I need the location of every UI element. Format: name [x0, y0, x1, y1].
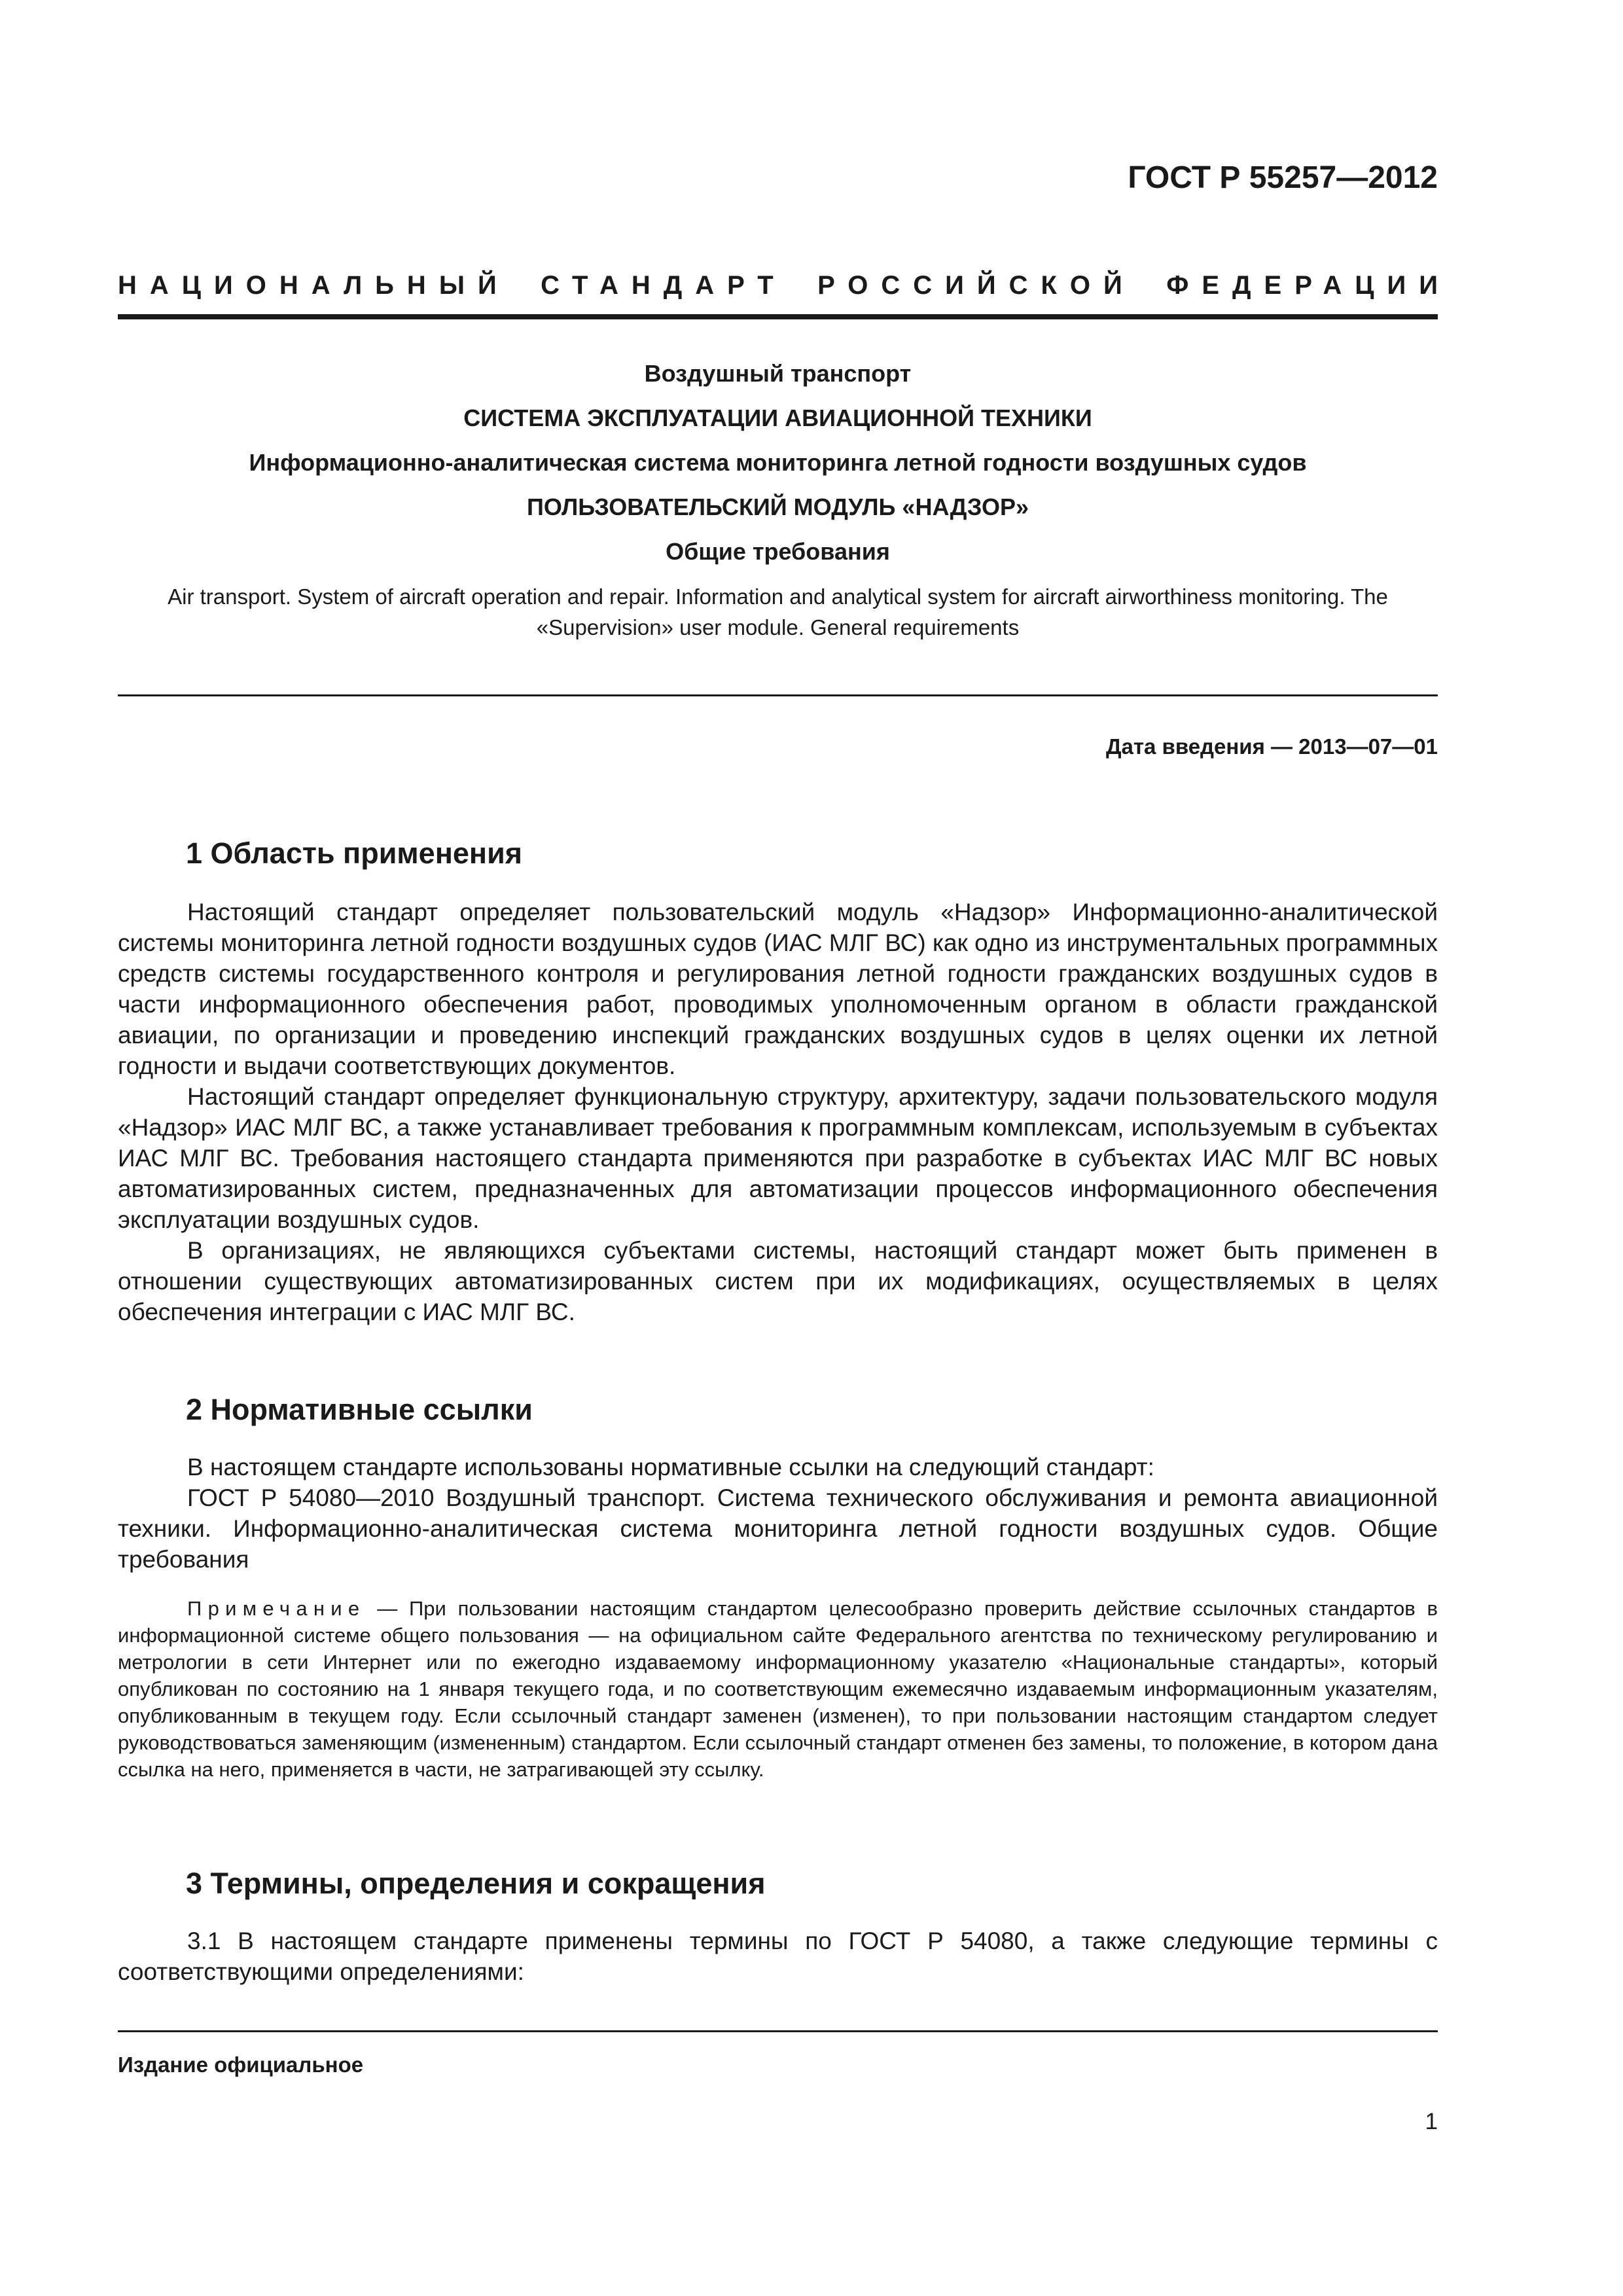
section-heading: 3 Термины, определения и сокращения [186, 1867, 766, 1900]
title-line: СИСТЕМА ЭКСПЛУАТАЦИИ АВИАЦИОННОЙ ТЕХНИКИ [463, 404, 1092, 431]
note-text: — При пользовании настоящим стандартом целесообразно проверить действие ссылочных стандартов в информационной системе общего пользования — на официальном сайте Федерального агентства по техническому регулированию и метрологии в сети Интернет или по ежегодно издаваемому информационному указателю «Национальные стандарты», который опубликован по состоянию на 1 января текущего года, и по соответствующим ежемесячно издаваемым информационным указателям, опубликованным в текущем году. Если ссылочный стандарт заменен (изменен), то при пользовании настоящим стандартом следует руководствоваться заменяющим (измененным) стандартом. Если ссылочный стандарт отменен без замены, то положение, в котором дана ссылка на него, применяется в части, не затрагивающей эту ссылку. [118, 1597, 1438, 1781]
english-title: Air transport. System of aircraft operation and repair. Information and analytical system for aircraft airworthiness monitoring. The «Supervision» user module. General requirements [168, 584, 1388, 639]
title-line: ПОЛЬЗОВАТЕЛЬСКИЙ МОДУЛЬ «НАДЗОР» [527, 493, 1029, 520]
paragraph: В настоящем стандарте использованы нормативные ссылки на следующий стандарт: [187, 1454, 1154, 1480]
national-title-word: РОССИЙСКОЙ [817, 271, 1135, 300]
page-number: 1 [1425, 2109, 1438, 2134]
standard-designation: ГОСТ Р 55257—2012 [1128, 160, 1438, 195]
national-standard-title [118, 271, 1451, 300]
section-body [118, 1452, 1438, 1575]
section-heading: 1 Область применения [186, 836, 523, 870]
note-label: Примечание [187, 1597, 366, 1620]
paragraph: В организациях, не являющихся субъектами системы, настоящий стандарт может быть применен в отношении существующих автоматизированных систем при их модификациях, осуществляемых в целях обеспечения интеграции с ИАС МЛГ ВС. [118, 1237, 1438, 1325]
note [118, 1595, 1438, 1783]
introduction-date: Дата введения — 2013—07—01 [1106, 734, 1438, 759]
section-heading: 2 Нормативные ссылки [186, 1393, 533, 1426]
title-divider [118, 694, 1438, 696]
paragraph: Настоящий стандарт определяет пользовательский модуль «Надзор» Информационно-аналитической системы мониторинга летной годности воздушных судов (ИАС МЛГ ВС) как одно из инструментальных программных средств системы государственного контроля и регулирования летной годности гражданских воздушных судов в части информационного обеспечения работ, проводимых уполномоченным органом в области гражданской авиации, по организации и проведению инспекций гражданских воздушных судов в целях оценки их летной годности и выдачи соответствующих документов. [118, 899, 1438, 1079]
title-line: Информационно-аналитическая система мониторинга летной годности воздушных судов [249, 449, 1307, 476]
title-block [118, 359, 1438, 643]
paragraph: ГОСТ Р 54080—2010 Воздушный транспорт. Система технического обслуживания и ремонта авиационной техники. Информационно-аналитическая система мониторинга летной годности воздушных судов. Общие требования [118, 1484, 1438, 1573]
official-edition-label: Издание официальное [118, 2053, 364, 2077]
national-title-word: НАЦИОНАЛЬНЫЙ [118, 271, 510, 300]
section-body [118, 897, 1438, 1327]
title-line: Воздушный транспорт [644, 360, 912, 387]
national-title-word: ФЕДЕРАЦИИ [1166, 271, 1451, 300]
paragraph: Настоящий стандарт определяет функциональную структуру, архитектуру, задачи пользовательского модуля «Надзор» ИАС МЛГ ВС, а также устанавливает требования к программным комплексам, используемым в субъектах ИАС МЛГ ВС. Требования настоящего стандарта применяются при разработке в субъектах ИАС МЛГ ВС новых автоматизированных систем, предназначенных для автоматизации процессов информационного обеспечения эксплуатации воздушных судов. [118, 1083, 1438, 1233]
header-divider [118, 314, 1438, 319]
national-title-word: СТАНДАРТ [541, 271, 787, 300]
title-line: Общие требования [666, 538, 890, 565]
section-body [118, 1926, 1438, 1987]
footer-divider [118, 2030, 1438, 2032]
paragraph: 3.1 В настоящем стандарте применены термины по ГОСТ Р 54080, а также следующие термины с соответствующими определениями: [118, 1928, 1438, 1985]
